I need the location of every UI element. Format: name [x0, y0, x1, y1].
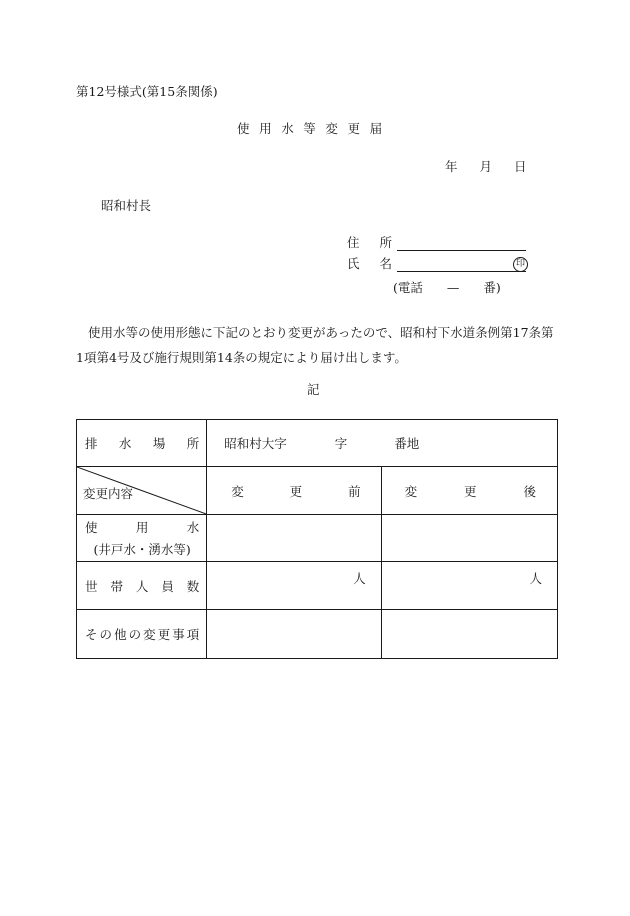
other-before-cell[interactable]	[207, 610, 381, 659]
household-label: 世 帯 人 員 数	[85, 578, 200, 594]
household-before-cell[interactable]	[207, 562, 381, 610]
household-label-cell	[77, 562, 207, 610]
unit-label: 人	[529, 571, 542, 586]
water-before-cell[interactable]	[207, 515, 381, 562]
date-line: 年 月 日	[445, 159, 527, 174]
before-label: 変 更 前	[231, 483, 361, 499]
seal-mark: 印	[513, 257, 528, 272]
body-paragraph: 使用水等の使用形態に下記のとおり変更があったので、昭和村下水道条例第17条第1項第4号及び施行規則第14条の規定により届け出します。	[76, 325, 554, 365]
table-row	[77, 420, 558, 467]
name-field-line[interactable]	[397, 271, 526, 272]
table-row	[77, 562, 558, 610]
location-label-cell	[77, 420, 207, 467]
location-label: 排 水 場 所	[85, 436, 200, 451]
note-mark: 記	[307, 382, 320, 397]
address-field-line[interactable]	[397, 250, 526, 251]
location-banchi: 番地	[394, 436, 420, 451]
address-label: 住 所	[347, 235, 392, 250]
after-header-cell	[381, 467, 557, 515]
change-content-header-cell	[77, 467, 207, 515]
document-title: 使用水等変更届	[237, 121, 392, 136]
before-header-cell	[207, 467, 381, 515]
table-row	[77, 515, 558, 562]
table-row	[77, 467, 558, 515]
water-label-cell	[77, 515, 207, 562]
change-content-label: 変更内容	[83, 486, 134, 501]
table-row	[77, 610, 558, 659]
water-after-cell[interactable]	[381, 515, 557, 562]
water-label: 使 用 水	[85, 520, 200, 535]
other-after-cell[interactable]	[381, 610, 557, 659]
form-number: 第12号様式(第15条関係)	[76, 84, 218, 99]
change-table	[76, 419, 558, 659]
location-value-cell[interactable]	[207, 420, 558, 467]
addressee: 昭和村長	[101, 198, 152, 213]
phone-line: (電話 — 番)	[393, 280, 501, 295]
household-after-cell[interactable]	[381, 562, 557, 610]
name-label: 氏 名	[347, 256, 392, 271]
unit-label: 人	[353, 571, 366, 586]
location-village: 昭和村大字	[224, 436, 287, 451]
water-sub-label: (井戸水・湧水等)	[93, 542, 191, 557]
after-label: 変 更 後	[404, 483, 536, 499]
other-label-cell	[77, 610, 207, 659]
other-label: そ の 他 の 変 更 事 項	[85, 627, 200, 642]
location-aza: 字	[334, 436, 348, 451]
